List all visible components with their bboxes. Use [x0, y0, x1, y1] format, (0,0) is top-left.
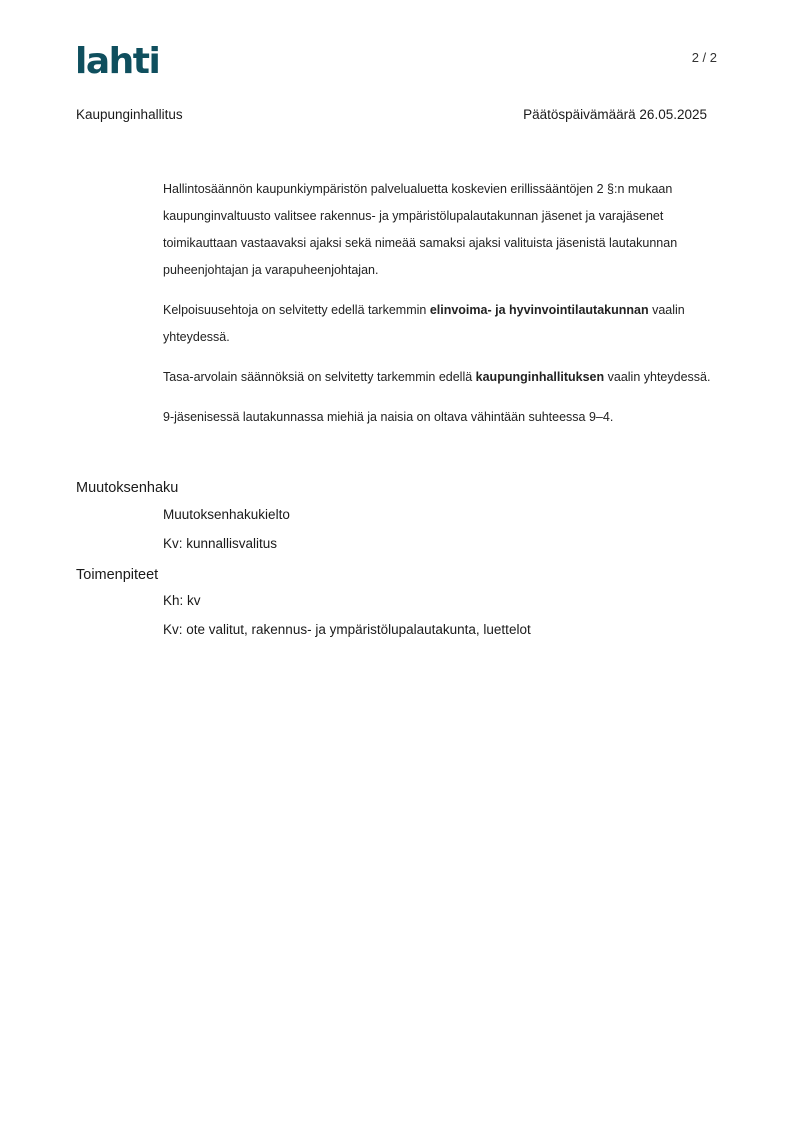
muutoksenhaku-heading: Muutoksenhaku	[76, 480, 179, 496]
decision-date: Päätöspäivämäärä 26.05.2025	[523, 107, 707, 122]
toimenpiteet-heading: Toimenpiteet	[76, 567, 159, 583]
paragraph-3-text: Tasa-arvolain säännöksiä on selvitetty tarkemmin edellä	[163, 370, 476, 384]
organization-name: Kaupunginhallitus	[76, 107, 183, 122]
paragraph-2	[163, 297, 723, 351]
toimenpiteet-item-1: Kh: kv	[163, 593, 201, 608]
paragraph-4: 9-jäsenisessä lautakunnassa miehiä ja naisia on oltava vähintään suhteessa 9–4.	[163, 410, 614, 424]
page-number: 2 / 2	[691, 50, 717, 65]
toimenpiteet-item-2: Kv: ote valitut, rakennus- ja ympäristölupalautakunta, luettelot	[163, 622, 531, 637]
paragraph-2-text: Kelpoisuusehtoja on selvitetty edellä tarkemmin	[163, 303, 430, 317]
paragraph-1: Hallintosäännön kaupunkiympäristön palvelualuetta koskevien erillissääntöjen 2 §:n mukaan kaupunginvaltuusto valitsee rakennus- ja ympäristölupalautakunnan jäsenet ja varajäsenet toimikauttaan vastaavaksi ajaksi sekä nimeää samaksi ajaksi valituista jäsenistä lautakunnan puheenjohtajan ja varapuheenjohtajan.	[163, 182, 678, 277]
lahti-logo: lahti	[75, 41, 160, 82]
paragraph-2-tail: vaalin yhteydessä.	[163, 303, 685, 344]
paragraph-2-bold: elinvoima- ja hyvinvointilautakunnan	[429, 303, 649, 317]
paragraph-3-bold: kaupunginhallituksen	[475, 370, 605, 384]
muutoksenhaku-item-2: Kv: kunnallisvalitus	[163, 536, 278, 551]
paragraph-3	[163, 364, 723, 391]
muutoksenhaku-item-1: Muutoksenhakukielto	[163, 507, 290, 522]
decision-body	[163, 176, 723, 444]
paragraph-3-tail: vaalin yhteydessä.	[604, 370, 711, 384]
